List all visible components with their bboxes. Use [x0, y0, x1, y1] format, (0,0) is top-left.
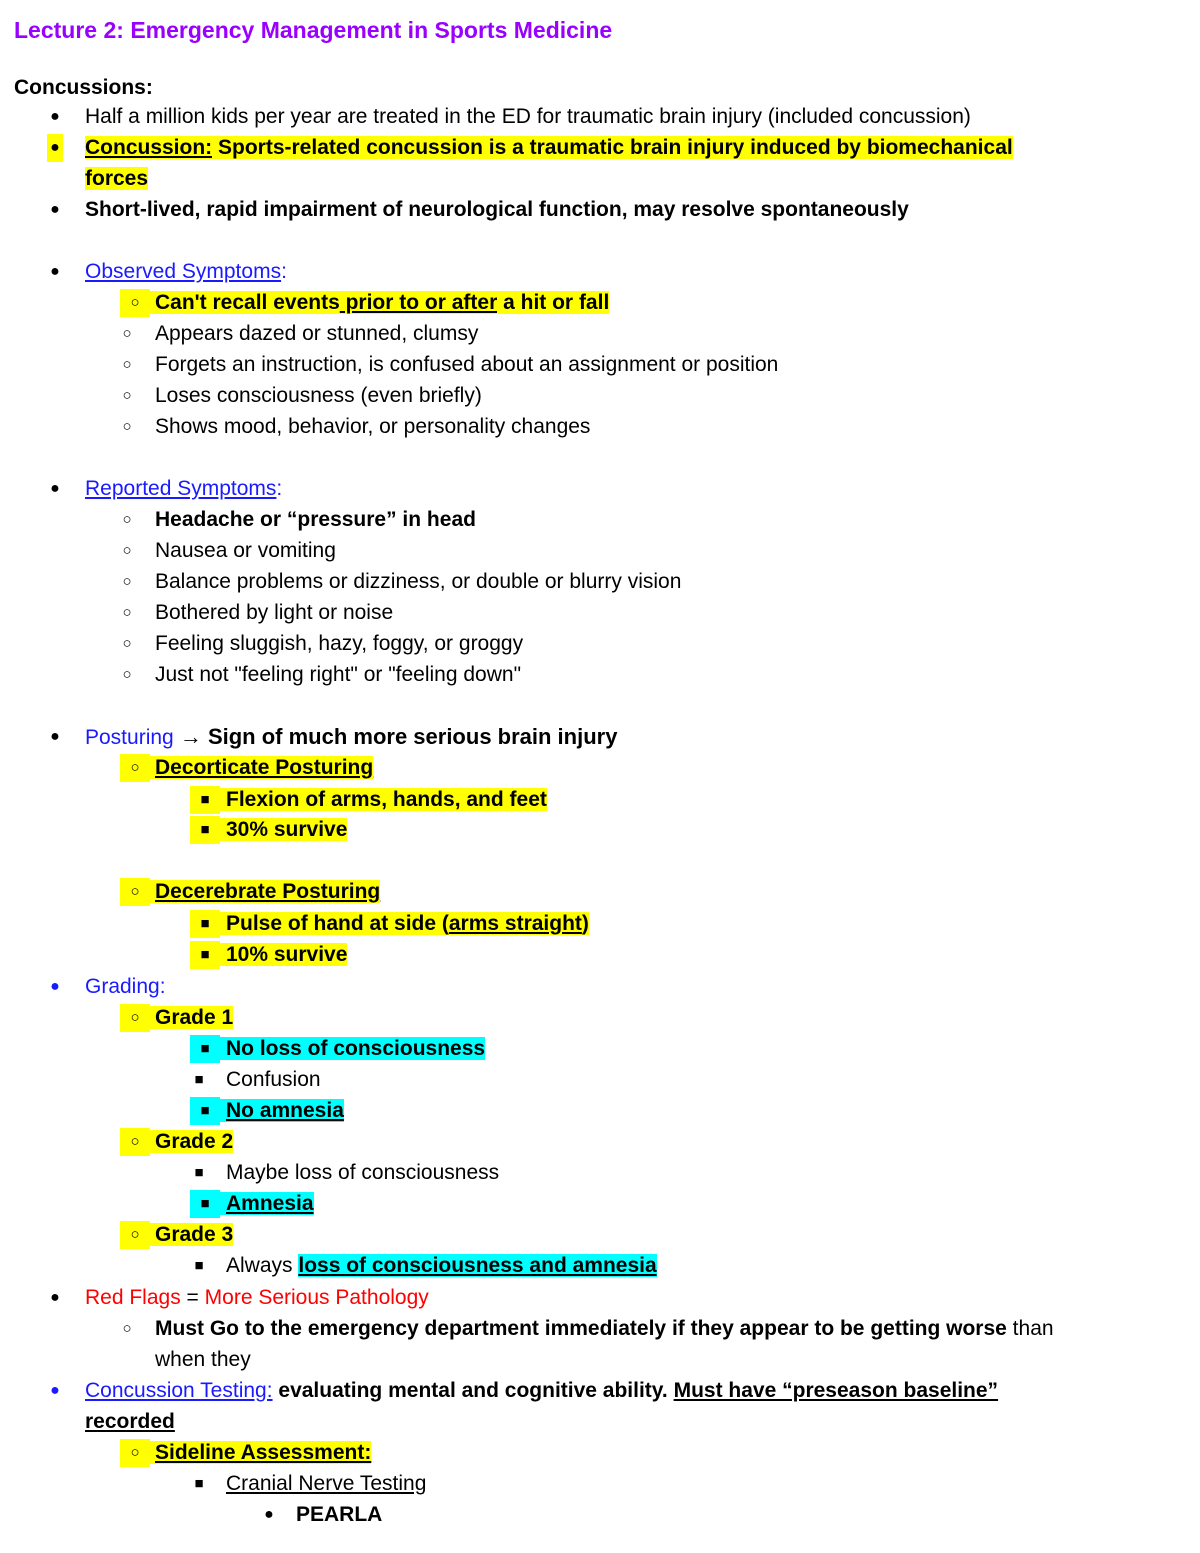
text: ) — [581, 912, 589, 935]
term-label: Concussion: — [85, 136, 213, 159]
subsublist-item — [220, 816, 347, 844]
grade-2 — [150, 1128, 233, 1156]
bullet-circle: ○ — [120, 1128, 150, 1156]
sublist-item-continued: when they — [155, 1348, 251, 1371]
text-bold: evaluating mental and cognitive ability. — [272, 1379, 674, 1402]
grading-heading: Grading: — [85, 975, 166, 998]
sublist-item: Bothered by light or noise — [155, 601, 394, 624]
text: Always — [226, 1254, 299, 1277]
list-item-reported-symptoms — [85, 475, 282, 503]
text-underlined: loss of consciousness and amnesia — [298, 1254, 657, 1277]
bullet-circle: ○ — [122, 418, 132, 435]
bullet-square: ■ — [190, 910, 220, 938]
decerebrate-label: Decerebrate Posturing — [150, 880, 380, 903]
bullet-dot: ● — [264, 1506, 274, 1523]
bullet-circle: ○ — [122, 542, 132, 559]
list-item-observed-symptoms — [85, 258, 287, 286]
bullet-dot: ● — [50, 728, 60, 745]
bullet-dot: ● — [50, 1289, 60, 1306]
definition-text-cont: forces — [85, 167, 149, 190]
bullet-dot: ● — [47, 134, 63, 162]
sublist-item: Appears dazed or stunned, clumsy — [155, 322, 479, 345]
text: 30% survive — [220, 818, 347, 841]
list-item: Short-lived, rapid impairment of neurological function, may resolve spontaneously — [85, 198, 909, 221]
bullet-circle: ○ — [122, 356, 132, 373]
bullet-square: ■ — [190, 941, 220, 969]
list-item-posturing — [85, 723, 617, 751]
subsublist-item: Cranial Nerve Testing — [226, 1472, 427, 1495]
text-underlined: arms straight — [448, 912, 582, 935]
subsublist-item — [220, 1035, 485, 1063]
bullet-dot: ● — [50, 201, 60, 218]
subsublist-item: Maybe loss of consciousness — [226, 1161, 500, 1184]
sideline-assessment-label: Sideline Assessment: — [150, 1441, 371, 1464]
bullet-dot: ● — [50, 1382, 60, 1399]
bullet-square: ■ — [190, 1097, 220, 1125]
concussion-testing-link[interactable]: Concussion Testing: — [85, 1379, 273, 1402]
grade-1 — [150, 1004, 233, 1032]
text-underlined: Must have “preseason baseline” — [673, 1379, 999, 1402]
bullet-circle: ○ — [122, 1320, 132, 1337]
equals: = — [180, 1286, 205, 1309]
definition-text: Sports-related concussion is a traumatic brain injury induced by biomechanical — [212, 136, 1013, 159]
subsubsublist-item: PEARLA — [296, 1503, 383, 1526]
decorticate-label: Decorticate Posturing — [150, 756, 373, 779]
text-bold: Must Go to the emergency department immediately if they appear to be getting worse — [155, 1317, 1007, 1340]
text-underlined: Amnesia — [220, 1192, 314, 1215]
bullet-dot: ● — [50, 480, 60, 497]
grade-label: Grade 2 — [150, 1130, 233, 1153]
sublist-item — [150, 289, 609, 317]
bullet-square: ■ — [194, 1257, 204, 1274]
bullet-circle: ○ — [120, 1221, 150, 1249]
sublist-item: Just not "feeling right" or "feeling down" — [155, 663, 522, 686]
subsublist-item — [220, 1190, 314, 1218]
text: Pulse of hand at side ( — [220, 912, 449, 935]
bullet-circle: ○ — [120, 289, 150, 317]
sublist-item: Loses consciousness (even briefly) — [155, 384, 482, 407]
sublist-item — [150, 1439, 371, 1467]
bullet-circle: ○ — [120, 1004, 150, 1032]
sublist-item — [155, 1315, 1054, 1343]
bullet-square: ■ — [190, 1190, 220, 1218]
bullet-circle: ○ — [122, 511, 132, 528]
sublist-item: Headache or “pressure” in head — [155, 508, 476, 531]
text: Flexion of arms, hands, and feet — [220, 788, 547, 811]
sublist-item: Feeling sluggish, hazy, foggy, or groggy — [155, 632, 524, 655]
grade-label: Grade 3 — [150, 1223, 233, 1246]
text: a hit or fall — [497, 291, 610, 314]
page-title: Lecture 2: Emergency Management in Sports Medicine — [14, 17, 613, 43]
text: Can't recall events — [150, 291, 340, 314]
bullet-circle: ○ — [120, 1439, 150, 1467]
grade-3 — [150, 1221, 233, 1249]
text-underlined: prior to or after — [339, 291, 498, 314]
colon: : — [276, 477, 283, 500]
subsublist-item — [220, 941, 347, 969]
subsublist-item: Confusion — [226, 1068, 321, 1091]
bullet-square: ■ — [190, 1035, 220, 1063]
bullet-square: ■ — [194, 1071, 204, 1088]
bullet-square: ■ — [190, 786, 220, 814]
bullet-dot: ● — [50, 108, 60, 125]
grade-label: Grade 1 — [150, 1006, 233, 1029]
text: 10% survive — [220, 943, 347, 966]
bullet-circle: ○ — [122, 604, 132, 621]
bullet-circle: ○ — [122, 573, 132, 590]
sublist-item: Forgets an instruction, is confused about an assignment or position — [155, 353, 779, 376]
text: No loss of consciousness — [220, 1037, 485, 1060]
bullet-square: ■ — [194, 1164, 204, 1181]
colon: : — [281, 260, 287, 283]
bullet-square: ■ — [194, 1475, 204, 1492]
sublist-item: Nausea or vomiting — [155, 539, 336, 562]
bullet-dot: ● — [50, 978, 60, 995]
list-item: Half a million kids per year are treated in the ED for traumatic brain injury (included concussion) — [85, 105, 971, 128]
subsublist-item — [226, 1252, 657, 1280]
subsublist-item — [220, 910, 589, 938]
sublist-item: Shows mood, behavior, or personality changes — [155, 415, 591, 438]
observed-symptoms-link[interactable]: Observed Symptoms — [85, 260, 282, 283]
text: than — [1006, 1317, 1054, 1340]
sublist-item: Balance problems or dizziness, or double or blurry vision — [155, 570, 682, 593]
subsublist-item — [220, 1097, 344, 1125]
posturing-desc: → Sign of much more serious brain injury — [173, 724, 618, 749]
sublist-item — [150, 754, 373, 782]
list-item-continued — [85, 165, 148, 193]
posturing-label: Posturing — [85, 726, 174, 749]
red-flags-desc: More Serious Pathology — [204, 1286, 429, 1309]
bullet-square: ■ — [190, 816, 220, 844]
bullet-circle: ○ — [120, 878, 150, 906]
bullet-circle: ○ — [120, 754, 150, 782]
list-item-continued: recorded — [85, 1410, 175, 1433]
text-underlined: No amnesia — [220, 1099, 344, 1122]
bullet-circle: ○ — [122, 387, 132, 404]
reported-symptoms-link[interactable]: Reported Symptoms — [85, 477, 277, 500]
sublist-item — [150, 878, 380, 906]
list-item-concussion-testing — [85, 1377, 998, 1405]
list-item-red-flags — [85, 1284, 429, 1312]
bullet-circle: ○ — [122, 325, 132, 342]
bullet-circle: ○ — [122, 666, 132, 683]
red-flags-label: Red Flags — [85, 1286, 181, 1309]
subsublist-item — [220, 786, 547, 814]
list-item-concussion-definition — [85, 134, 1013, 162]
bullet-dot: ● — [50, 263, 60, 280]
bullet-circle: ○ — [122, 635, 132, 652]
section-heading-concussions: Concussions: — [14, 76, 153, 99]
